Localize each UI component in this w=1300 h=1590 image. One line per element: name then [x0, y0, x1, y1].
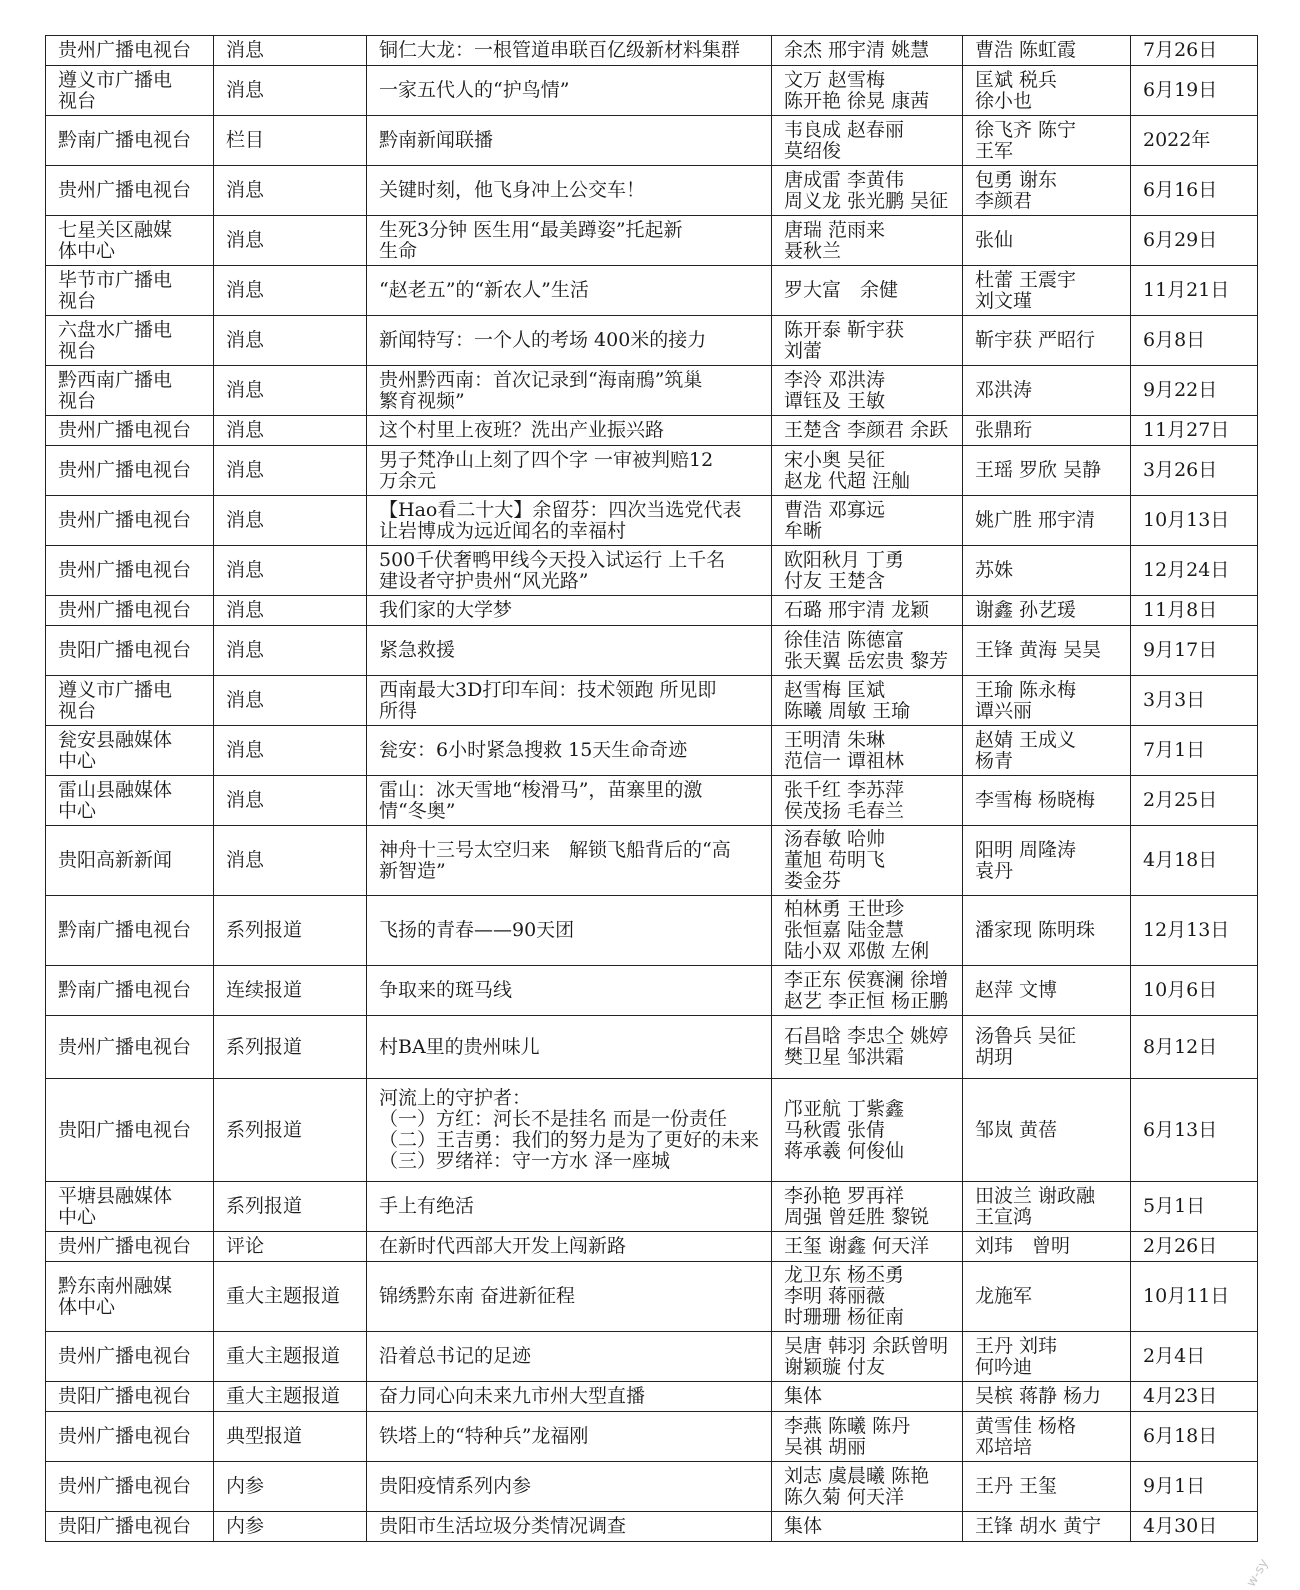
- title-cell: 沿着总书记的足迹: [367, 1332, 772, 1382]
- date-cell: 7月1日: [1131, 726, 1258, 776]
- editors-cell: 黄雪佳 杨格 邓培培: [963, 1412, 1131, 1462]
- title-cell: 瓮安：6小时紧急搜救 15天生命奇迹: [367, 726, 772, 776]
- unit-cell: 黔南广播电视台: [46, 966, 214, 1016]
- authors-cell: 陈开泰 靳宇获 刘蕾: [772, 316, 963, 366]
- date-cell: 9月22日: [1131, 366, 1258, 416]
- title-cell: 贵州黔西南：首次记录到“海南鳽”筑巢 繁育视频”: [367, 366, 772, 416]
- category-cell: 消息: [214, 826, 367, 896]
- category-cell: 重大主题报道: [214, 1262, 367, 1332]
- unit-cell: 贵州广播电视台: [46, 446, 214, 496]
- category-cell: 系列报道: [214, 1016, 367, 1079]
- editors-cell: 汤鲁兵 吴征 胡玥: [963, 1016, 1131, 1079]
- authors-cell: 李正东 侯赛澜 徐增 赵艺 李正恒 杨正鹏: [772, 966, 963, 1016]
- date-cell: 3月3日: [1131, 676, 1258, 726]
- category-cell: 消息: [214, 366, 367, 416]
- unit-cell: 贵阳广播电视台: [46, 626, 214, 676]
- authors-cell: 韦良成 赵春丽 莫绍俊: [772, 116, 963, 166]
- table-row: [46, 596, 1258, 626]
- unit-cell: 黔南广播电视台: [46, 896, 214, 966]
- date-cell: 11月8日: [1131, 596, 1258, 626]
- category-cell: 消息: [214, 776, 367, 826]
- authors-cell: 集体: [772, 1512, 963, 1542]
- authors-cell: 赵雪梅 匡斌 陈曦 周敏 王瑜: [772, 676, 963, 726]
- table-row: [46, 1512, 1258, 1542]
- title-cell: 铁塔上的“特种兵”龙福刚: [367, 1412, 772, 1462]
- editors-cell: 王丹 王玺: [963, 1462, 1131, 1512]
- date-cell: 4月23日: [1131, 1382, 1258, 1412]
- table-row: [46, 676, 1258, 726]
- category-cell: 系列报道: [214, 1182, 367, 1232]
- title-cell: 关键时刻，他飞身冲上公交车！: [367, 166, 772, 216]
- table-row: [46, 316, 1258, 366]
- editors-cell: 王锋 胡水 黄宁: [963, 1512, 1131, 1542]
- date-cell: 11月27日: [1131, 416, 1258, 446]
- unit-cell: 贵州广播电视台: [46, 1332, 214, 1382]
- title-cell: 贵阳市生活垃圾分类情况调查: [367, 1512, 772, 1542]
- table-row: [46, 1412, 1258, 1462]
- authors-cell: 石昌晗 李忠仝 姚婷 樊卫星 邹洪霜: [772, 1016, 963, 1079]
- unit-cell: 贵州广播电视台: [46, 1232, 214, 1262]
- category-cell: 典型报道: [214, 1412, 367, 1462]
- title-cell: 手上有绝活: [367, 1182, 772, 1232]
- authors-cell: 柏林勇 王世珍 张恒嘉 陆金慧 陆小双 邓傲 左俐: [772, 896, 963, 966]
- editors-cell: 曹浩 陈虹霞: [963, 36, 1131, 66]
- table-row: [46, 966, 1258, 1016]
- editors-cell: 赵婧 王成义 杨青: [963, 726, 1131, 776]
- editors-cell: 杜蕾 王震宇 刘文瑾: [963, 266, 1131, 316]
- authors-cell: 邝亚航 丁紫鑫 马秋霞 张倩 蒋承羲 何俊仙: [772, 1079, 963, 1182]
- category-cell: 消息: [214, 36, 367, 66]
- authors-cell: 余杰 邢宇清 姚慧: [772, 36, 963, 66]
- authors-cell: 刘志 虞晨曦 陈艳 陈久菊 何天洋: [772, 1462, 963, 1512]
- editors-cell: 潘家现 陈明珠: [963, 896, 1131, 966]
- category-cell: 消息: [214, 216, 367, 266]
- unit-cell: 平塘县融媒体 中心: [46, 1182, 214, 1232]
- title-cell: 【Hao看二十大】余留芬：四次当选党代表 让岩博成为远近闻名的幸福村: [367, 496, 772, 546]
- authors-cell: 汤春敏 哈帅 董旭 苟明飞 娄金芬: [772, 826, 963, 896]
- title-cell: 生死3分钟 医生用“最美蹲姿”托起新 生命: [367, 216, 772, 266]
- title-cell: 神舟十三号太空归来 解锁飞船背后的“高 新智造”: [367, 826, 772, 896]
- authors-cell: 欧阳秋月 丁勇 付友 王楚含: [772, 546, 963, 596]
- title-cell: 村BA里的贵州味儿: [367, 1016, 772, 1079]
- title-cell: 新闻特写：一个人的考场 400米的接力: [367, 316, 772, 366]
- title-cell: 一家五代人的“护鸟情”: [367, 66, 772, 116]
- table-row: [46, 1016, 1258, 1079]
- authors-cell: 宋小奥 吴征 赵龙 代超 汪舢: [772, 446, 963, 496]
- category-cell: 消息: [214, 166, 367, 216]
- date-cell: 2月25日: [1131, 776, 1258, 826]
- date-cell: 3月26日: [1131, 446, 1258, 496]
- category-cell: 重大主题报道: [214, 1382, 367, 1412]
- unit-cell: 雷山县融媒体 中心: [46, 776, 214, 826]
- authors-cell: 吴唐 韩羽 余跃曾明 谢颖璇 付友: [772, 1332, 963, 1382]
- table-row: [46, 416, 1258, 446]
- authors-cell: 徐佳洁 陈德富 张天翼 岳宏贵 黎芳: [772, 626, 963, 676]
- editors-cell: 张仙: [963, 216, 1131, 266]
- unit-cell: 贵阳广播电视台: [46, 1079, 214, 1182]
- unit-cell: 毕节市广播电 视台: [46, 266, 214, 316]
- category-cell: 系列报道: [214, 1079, 367, 1182]
- authors-cell: 罗大富 余健: [772, 266, 963, 316]
- authors-cell: 唐瑞 范雨来 聂秋兰: [772, 216, 963, 266]
- editors-cell: 王瑜 陈永梅 谭兴丽: [963, 676, 1131, 726]
- editors-cell: 田波兰 谢政融 王宣鸿: [963, 1182, 1131, 1232]
- category-cell: 消息: [214, 546, 367, 596]
- category-cell: 消息: [214, 626, 367, 676]
- category-cell: 消息: [214, 676, 367, 726]
- editors-cell: 王丹 刘玮 何吟迪: [963, 1332, 1131, 1382]
- authors-cell: 王楚含 李颜君 余跃: [772, 416, 963, 446]
- date-cell: 6月18日: [1131, 1412, 1258, 1462]
- category-cell: 消息: [214, 416, 367, 446]
- date-cell: 9月17日: [1131, 626, 1258, 676]
- date-cell: 7月26日: [1131, 36, 1258, 66]
- title-cell: 男子梵净山上刻了四个字 一审被判赔12 万余元: [367, 446, 772, 496]
- date-cell: 6月19日: [1131, 66, 1258, 116]
- editors-cell: 龙施军: [963, 1262, 1131, 1332]
- unit-cell: 遵义市广播电 视台: [46, 66, 214, 116]
- unit-cell: 贵州广播电视台: [46, 1412, 214, 1462]
- table-row: [46, 36, 1258, 66]
- title-cell: 铜仁大龙：一根管道串联百亿级新材料集群: [367, 36, 772, 66]
- table-row: [46, 216, 1258, 266]
- table-row: [46, 1232, 1258, 1262]
- date-cell: 9月1日: [1131, 1462, 1258, 1512]
- unit-cell: 黔东南州融媒 体中心: [46, 1262, 214, 1332]
- editors-cell: 李雪梅 杨晓梅: [963, 776, 1131, 826]
- date-cell: 8月12日: [1131, 1016, 1258, 1079]
- awards-table-body: [46, 36, 1258, 1542]
- authors-cell: 李燕 陈曦 陈丹 吴祺 胡丽: [772, 1412, 963, 1462]
- editors-cell: 王锋 黄海 吴昊: [963, 626, 1131, 676]
- title-cell: 贵阳疫情系列内参: [367, 1462, 772, 1512]
- date-cell: 4月18日: [1131, 826, 1258, 896]
- table-row: [46, 626, 1258, 676]
- editors-cell: 谢鑫 孙艺瑗: [963, 596, 1131, 626]
- category-cell: 栏目: [214, 116, 367, 166]
- authors-cell: 唐成雷 李黄伟 周义龙 张光鹏 吴征: [772, 166, 963, 216]
- category-cell: 消息: [214, 66, 367, 116]
- title-cell: 西南最大3D打印车间：技术领跑 所见即 所得: [367, 676, 772, 726]
- authors-cell: 李泠 邓洪涛 谭钰及 王敏: [772, 366, 963, 416]
- table-row: [46, 1382, 1258, 1412]
- editors-cell: 王瑶 罗欣 吴静: [963, 446, 1131, 496]
- category-cell: 内参: [214, 1512, 367, 1542]
- unit-cell: 遵义市广播电 视台: [46, 676, 214, 726]
- date-cell: 2022年: [1131, 116, 1258, 166]
- authors-cell: 文万 赵雪梅 陈开艳 徐晃 康茜: [772, 66, 963, 116]
- title-cell: 这个村里上夜班？洗出产业振兴路: [367, 416, 772, 446]
- watermark: w-sy: [1244, 1556, 1272, 1590]
- editors-cell: 徐飞齐 陈宁 王军: [963, 116, 1131, 166]
- editors-cell: 吴槟 蒋静 杨力: [963, 1382, 1131, 1412]
- table-row: [46, 1182, 1258, 1232]
- category-cell: 评论: [214, 1232, 367, 1262]
- table-row: [46, 166, 1258, 216]
- editors-cell: 邓洪涛: [963, 366, 1131, 416]
- editors-cell: 张鼎珩: [963, 416, 1131, 446]
- unit-cell: 七星关区融媒 体中心: [46, 216, 214, 266]
- title-cell: 在新时代西部大开发上闯新路: [367, 1232, 772, 1262]
- editors-cell: 姚广胜 邢宇清: [963, 496, 1131, 546]
- unit-cell: 瓮安县融媒体 中心: [46, 726, 214, 776]
- unit-cell: 黔西南广播电 视台: [46, 366, 214, 416]
- unit-cell: 贵阳广播电视台: [46, 1382, 214, 1412]
- unit-cell: 六盘水广播电 视台: [46, 316, 214, 366]
- unit-cell: 贵州广播电视台: [46, 1016, 214, 1079]
- table-row: [46, 1079, 1258, 1182]
- table-row: [46, 776, 1258, 826]
- date-cell: 4月30日: [1131, 1512, 1258, 1542]
- table-row: [46, 66, 1258, 116]
- table-row: [46, 266, 1258, 316]
- editors-cell: 邹岚 黄蓓: [963, 1079, 1131, 1182]
- title-cell: 锦绣黔东南 奋进新征程: [367, 1262, 772, 1332]
- title-cell: 争取来的斑马线: [367, 966, 772, 1016]
- unit-cell: 贵州广播电视台: [46, 546, 214, 596]
- table-row: [46, 496, 1258, 546]
- unit-cell: 贵州广播电视台: [46, 496, 214, 546]
- editors-cell: 包勇 谢东 李颜君: [963, 166, 1131, 216]
- authors-cell: 王玺 谢鑫 何天洋: [772, 1232, 963, 1262]
- category-cell: 消息: [214, 596, 367, 626]
- table-row: [46, 1462, 1258, 1512]
- editors-cell: 刘玮 曾明: [963, 1232, 1131, 1262]
- title-cell: 河流上的守护者： （一）方红：河长不是挂名 而是一份责任 （二）王吉勇：我们的努力是为了更好的未来 （三）罗绪祥：守一方水 泽一座城: [367, 1079, 772, 1182]
- category-cell: 消息: [214, 446, 367, 496]
- unit-cell: 黔南广播电视台: [46, 116, 214, 166]
- date-cell: 6月8日: [1131, 316, 1258, 366]
- date-cell: 10月11日: [1131, 1262, 1258, 1332]
- category-cell: 连续报道: [214, 966, 367, 1016]
- authors-cell: 王明清 朱琳 范信一 谭祖林: [772, 726, 963, 776]
- unit-cell: 贵州广播电视台: [46, 596, 214, 626]
- title-cell: 飞扬的青春——90天团: [367, 896, 772, 966]
- title-cell: 奋力同心向未来九市州大型直播: [367, 1382, 772, 1412]
- title-cell: 黔南新闻联播: [367, 116, 772, 166]
- table-row: [46, 366, 1258, 416]
- authors-cell: 龙卫东 杨丕勇 李明 蒋丽薇 时珊珊 杨征南: [772, 1262, 963, 1332]
- title-cell: 500千伏奢鸭甲线今天投入试运行 上千名 建设者守护贵州“风光路”: [367, 546, 772, 596]
- category-cell: 重大主题报道: [214, 1332, 367, 1382]
- editors-cell: 匡斌 税兵 徐小也: [963, 66, 1131, 116]
- title-cell: 我们家的大学梦: [367, 596, 772, 626]
- title-cell: 紧急救援: [367, 626, 772, 676]
- category-cell: 消息: [214, 496, 367, 546]
- unit-cell: 贵州广播电视台: [46, 416, 214, 446]
- editors-cell: 阳明 周隆涛 袁丹: [963, 826, 1131, 896]
- category-cell: 系列报道: [214, 896, 367, 966]
- category-cell: 消息: [214, 726, 367, 776]
- editors-cell: 赵萍 文博: [963, 966, 1131, 1016]
- category-cell: 消息: [214, 266, 367, 316]
- date-cell: 6月13日: [1131, 1079, 1258, 1182]
- table-row: [46, 446, 1258, 496]
- authors-cell: 石璐 邢宇清 龙颖: [772, 596, 963, 626]
- unit-cell: 贵州广播电视台: [46, 36, 214, 66]
- authors-cell: 张千红 李苏萍 侯茂扬 毛春兰: [772, 776, 963, 826]
- date-cell: 11月21日: [1131, 266, 1258, 316]
- unit-cell: 贵阳广播电视台: [46, 1512, 214, 1542]
- date-cell: 5月1日: [1131, 1182, 1258, 1232]
- editors-cell: 靳宇获 严昭行: [963, 316, 1131, 366]
- category-cell: 消息: [214, 316, 367, 366]
- date-cell: 6月16日: [1131, 166, 1258, 216]
- date-cell: 10月13日: [1131, 496, 1258, 546]
- date-cell: 12月24日: [1131, 546, 1258, 596]
- table-row: [46, 546, 1258, 596]
- table-row: [46, 826, 1258, 896]
- title-cell: “赵老五”的“新农人”生活: [367, 266, 772, 316]
- date-cell: 2月26日: [1131, 1232, 1258, 1262]
- authors-cell: 李孙艳 罗再祥 周强 曾廷胜 黎锐: [772, 1182, 963, 1232]
- date-cell: 10月6日: [1131, 966, 1258, 1016]
- title-cell: 雷山：冰天雪地“梭滑马”，苗寨里的激 情“冬奥”: [367, 776, 772, 826]
- authors-cell: 集体: [772, 1382, 963, 1412]
- table-row: [46, 1332, 1258, 1382]
- awards-table: [45, 35, 1258, 1542]
- table-row: [46, 1262, 1258, 1332]
- table-row: [46, 726, 1258, 776]
- table-row: [46, 896, 1258, 966]
- date-cell: 2月4日: [1131, 1332, 1258, 1382]
- editors-cell: 苏姝: [963, 546, 1131, 596]
- unit-cell: 贵州广播电视台: [46, 1462, 214, 1512]
- date-cell: 6月29日: [1131, 216, 1258, 266]
- unit-cell: 贵阳高新新闻: [46, 826, 214, 896]
- unit-cell: 贵州广播电视台: [46, 166, 214, 216]
- date-cell: 12月13日: [1131, 896, 1258, 966]
- category-cell: 内参: [214, 1462, 367, 1512]
- table-row: [46, 116, 1258, 166]
- authors-cell: 曹浩 邓寡远 牟晰: [772, 496, 963, 546]
